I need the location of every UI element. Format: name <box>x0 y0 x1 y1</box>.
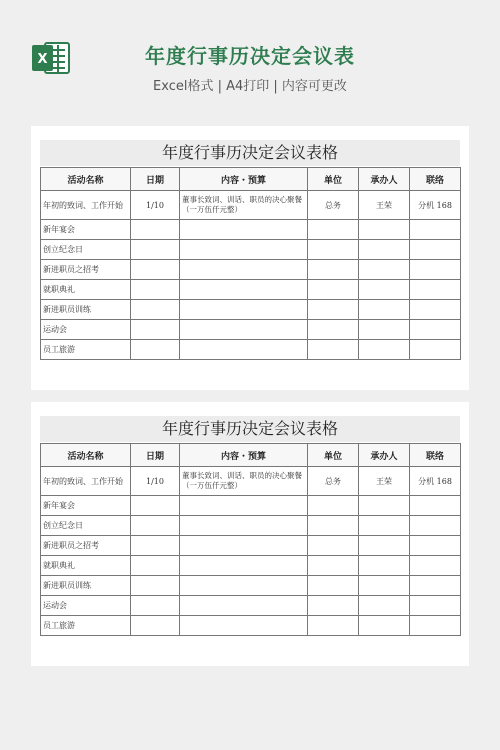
table-row <box>41 467 461 496</box>
column-header: 日期 <box>131 168 180 191</box>
table-row <box>41 556 461 576</box>
content-cell: 董事长致词、训话、职员的决心聚餐（一万伍仟元整） <box>180 467 308 496</box>
activity-cell: 新进职员之招考 <box>41 260 131 280</box>
column-header: 日期 <box>131 444 180 467</box>
activity-cell: 年初的致词、工作开始 <box>41 467 131 496</box>
activity-cell: 员工旅游 <box>41 340 131 360</box>
table-row <box>41 536 461 556</box>
sheet-title: 年度行事历决定会议表格 <box>40 416 460 442</box>
sheet-title: 年度行事历决定会议表格 <box>40 140 460 166</box>
activity-cell: 新进职员训练 <box>41 576 131 596</box>
column-header: 内容・预算 <box>180 168 308 191</box>
column-header: 活动名称 <box>41 168 131 191</box>
sheet-preview-1 <box>31 126 469 390</box>
activity-cell: 运动会 <box>41 320 131 340</box>
table-row <box>41 191 461 220</box>
activity-cell: 新年宴会 <box>41 496 131 516</box>
date-cell: 1/10 <box>131 467 180 496</box>
date-cell: 1/10 <box>131 191 180 220</box>
content-cell: 董事长致词、训话、职员的决心聚餐（一万伍仟元整） <box>180 191 308 220</box>
organizer-cell: 王荣 <box>359 467 410 496</box>
table-header-row <box>41 444 461 467</box>
contact-cell: 分机 168 <box>410 191 461 220</box>
activity-cell: 创立纪念日 <box>41 516 131 536</box>
table-row <box>41 300 461 320</box>
contact-cell: 分机 168 <box>410 467 461 496</box>
page-subtitle: Excel格式 | A4打印 | 内容可更改 <box>153 79 347 94</box>
table-header-row <box>41 168 461 191</box>
column-header: 单位 <box>308 444 359 467</box>
table-row <box>41 516 461 536</box>
schedule-table <box>40 443 461 636</box>
table-row <box>41 260 461 280</box>
table-row <box>41 576 461 596</box>
column-header: 内容・预算 <box>180 444 308 467</box>
column-header: 活动名称 <box>41 444 131 467</box>
unit-cell: 总务 <box>308 191 359 220</box>
table-row <box>41 340 461 360</box>
table-row <box>41 496 461 516</box>
organizer-cell: 王荣 <box>359 191 410 220</box>
column-header: 承办人 <box>359 444 410 467</box>
column-header: 承办人 <box>359 168 410 191</box>
table-row <box>41 240 461 260</box>
table-row <box>41 220 461 240</box>
activity-cell: 运动会 <box>41 596 131 616</box>
activity-cell: 员工旅游 <box>41 616 131 636</box>
column-header: 单位 <box>308 168 359 191</box>
page-header <box>0 0 500 110</box>
activity-cell: 创立纪念日 <box>41 240 131 260</box>
activity-cell: 新进职员训练 <box>41 300 131 320</box>
schedule-table <box>40 167 461 360</box>
table-row <box>41 616 461 636</box>
sheet-preview-2 <box>31 402 469 666</box>
table-row <box>41 596 461 616</box>
activity-cell: 就职典礼 <box>41 556 131 576</box>
column-header: 联络 <box>410 444 461 467</box>
page-title: 年度行事历决定会议表 <box>145 44 355 68</box>
activity-cell: 新进职员之招考 <box>41 536 131 556</box>
excel-icon-letter: X <box>37 52 48 67</box>
activity-cell: 年初的致词、工作开始 <box>41 191 131 220</box>
table-row <box>41 280 461 300</box>
table-row <box>41 320 461 340</box>
activity-cell: 新年宴会 <box>41 220 131 240</box>
unit-cell: 总务 <box>308 467 359 496</box>
activity-cell: 就职典礼 <box>41 280 131 300</box>
column-header: 联络 <box>410 168 461 191</box>
